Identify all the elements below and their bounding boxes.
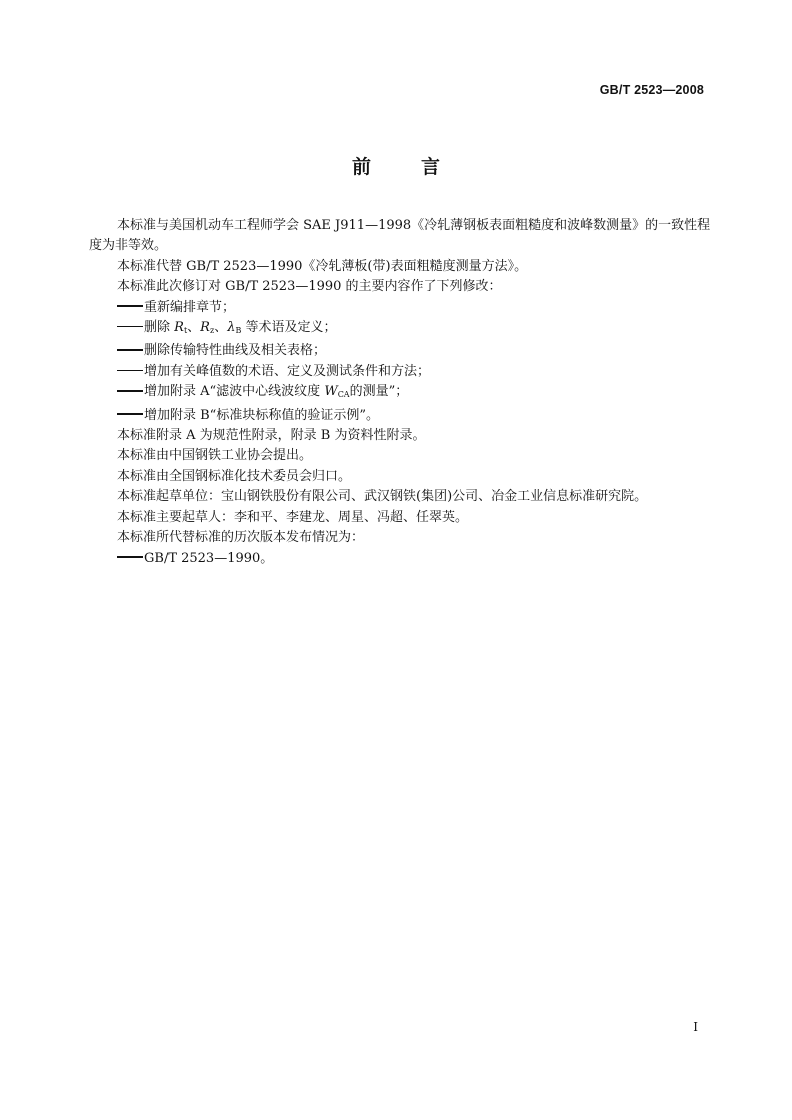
- list-item-text-prefix: 增加附录 A“滤波中心线波纹度: [144, 384, 325, 400]
- list-item-history: [89, 549, 711, 569]
- symbol-lambda-sub: B: [235, 326, 242, 336]
- list-item-text: 重新编排章节；: [144, 299, 236, 315]
- separator: 、: [214, 320, 228, 336]
- paragraph-revision-intro: 本标准此次修订对 GB/T 2523—1990 的主要内容作了下列修改：: [117, 279, 502, 295]
- dash-mark: [117, 370, 143, 372]
- list-item-text-suffix: 的测量”；: [349, 384, 409, 400]
- foreword-body: [89, 216, 711, 569]
- list-item-text: 增加有关峰值数的术语、定义及测试条件和方法；: [144, 363, 431, 379]
- paragraph-annex-type: 本标准附录 A 为规范性附录，附录 B 为资料性附录。: [117, 428, 426, 444]
- symbol-w: W: [324, 384, 338, 400]
- paragraph-proposed-by: 本标准由中国钢铁工业协会提出。: [117, 448, 313, 464]
- title-char-1: 前: [351, 156, 371, 178]
- standard-code: GB/T 2523—2008: [599, 83, 704, 97]
- list-item-text: 增加附录 B“标准块标称值的验证示例”。: [144, 407, 379, 423]
- paragraph-drafters: 本标准主要起草人：李和平、李建龙、周星、冯超、任翠英。: [117, 509, 469, 525]
- dash-mark: [117, 326, 143, 328]
- title-char-2: 言: [421, 156, 441, 178]
- dash-mark: [117, 390, 143, 392]
- separator: 、: [187, 320, 201, 336]
- list-item-add-peak-count: [89, 362, 711, 382]
- symbol-w-sub: CA: [337, 390, 350, 400]
- symbol-r2-sub: z: [209, 326, 215, 336]
- symbol-r-sub: t: [183, 326, 188, 336]
- list-item-add-annex-b: [89, 406, 711, 426]
- symbol-r2: R: [200, 320, 210, 336]
- page-number: I: [693, 1020, 698, 1034]
- list-item-delete-curves: [89, 341, 711, 361]
- list-item-reorganize: [89, 298, 711, 318]
- paragraph-history-intro: 本标准所代替标准的历次版本发布情况为：: [117, 530, 365, 546]
- dash-mark: [117, 556, 143, 558]
- page-title: [0, 152, 792, 179]
- list-item-text: GB/T 2523—1990。: [144, 550, 274, 566]
- paragraph-equivalence: 本标准与美国机动车工程师学会 SAE J911—1998《冷轧薄钢板表面粗糙度和波峰数测量》的一致性程度为非等效。: [89, 218, 711, 254]
- symbol-lambda: λ: [227, 320, 236, 336]
- paragraph-under-jurisdiction: 本标准由全国钢标准化技术委员会归口。: [117, 468, 352, 484]
- symbol-r: R: [174, 320, 184, 336]
- list-item-text: 删除传输特性曲线及相关表格；: [144, 343, 327, 359]
- list-item-add-annex-a: [89, 382, 711, 405]
- paragraph-drafting-units: 本标准起草单位：宝山钢铁股份有限公司、武汉钢铁(集团)公司、冶金工业信息标准研究院。: [117, 489, 648, 505]
- list-item-text-prefix: 删除: [144, 320, 175, 336]
- dash-mark: [117, 305, 143, 307]
- dash-mark: [117, 349, 143, 351]
- list-item-text-suffix: 等术语及定义；: [241, 320, 337, 336]
- list-item-delete-terms: [89, 318, 711, 341]
- dash-mark: [117, 413, 143, 415]
- paragraph-replaces: 本标准代替 GB/T 2523—1990《冷轧薄板(带)表面粗糙度测量方法》。: [117, 258, 528, 274]
